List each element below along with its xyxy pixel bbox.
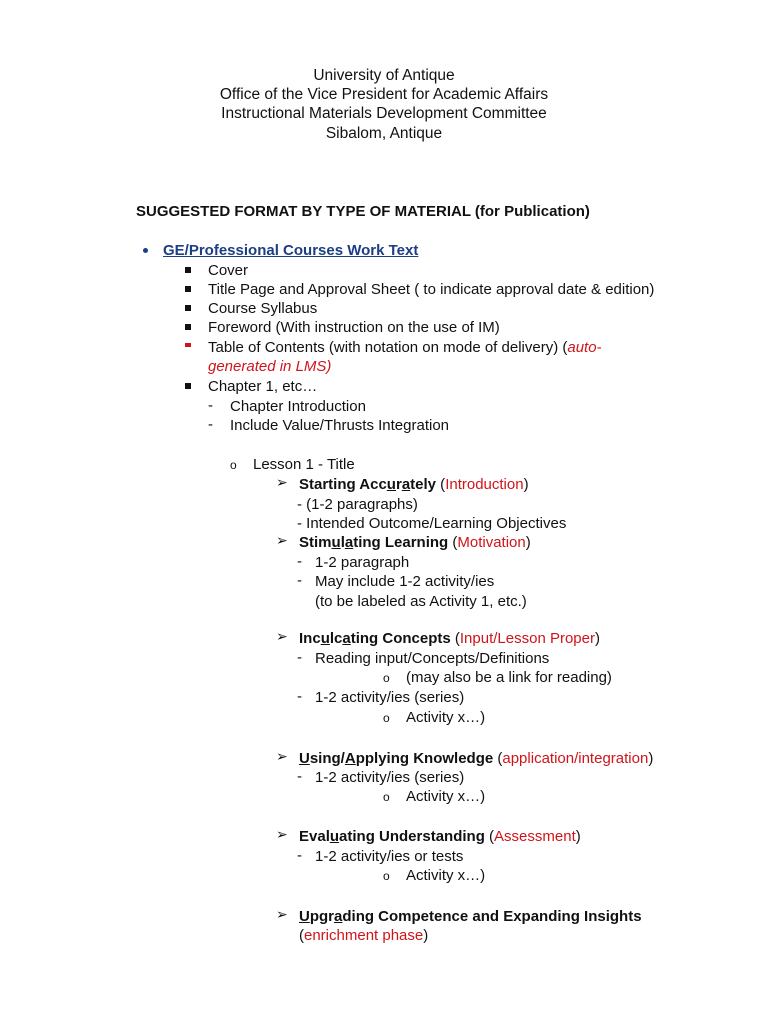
phase-upgrading-detail: (enrichment phase) [299, 927, 429, 944]
dash-bullet-icon: - [297, 768, 302, 785]
circle-bullet-icon: o [383, 671, 390, 685]
phase-stimulating-detail: May include 1-2 activity/ies [315, 573, 495, 590]
square-bullet-icon [185, 383, 191, 389]
square-bullet-red-icon [185, 343, 191, 347]
item-cover: Cover [208, 262, 249, 279]
toc-auto: auto- [567, 339, 602, 356]
arrow-bullet-icon: ➢ [276, 628, 288, 644]
phase-starting-detail: - (1-2 paragraphs) [297, 496, 418, 513]
bullet-dot-icon [143, 248, 148, 253]
item-chapter: Chapter 1, etc… [208, 378, 318, 395]
toc-generated: generated in LMS) [208, 358, 332, 375]
office-name: Office of the Vice President for Academic Affairs [219, 86, 549, 103]
dash-bullet-icon: - [208, 416, 213, 433]
item-syllabus: Course Syllabus [208, 300, 318, 317]
phase-inculcating-detail: (may also be a link for reading) [406, 669, 612, 686]
document-title: SUGGESTED FORMAT BY TYPE OF MATERIAL (for Publication) [136, 203, 590, 220]
phase-starting: Starting Accurately (Introduction) [299, 476, 529, 493]
phase-evaluating: Evaluating Understanding (Assessment) [299, 828, 581, 845]
arrow-bullet-icon: ➢ [276, 748, 288, 764]
location: Sibalom, Antique [325, 125, 443, 142]
dash-bullet-icon: - [297, 847, 302, 864]
phase-using: Using/Applying Knowledge (application/integration) [299, 750, 654, 767]
toc-text: Table of Contents (with notation on mode of delivery) ( [208, 339, 568, 356]
item-foreword: Foreword (With instruction on the use of IM) [208, 319, 500, 336]
arrow-bullet-icon: ➢ [276, 474, 288, 490]
phase-starting-detail: - Intended Outcome/Learning Objectives [297, 515, 567, 532]
phase-using-detail: Activity x…) [406, 788, 486, 805]
lesson-title: Lesson 1 - Title [253, 456, 355, 473]
phase-upgrading: Upgrading Competence and Expanding Insights [299, 908, 642, 925]
university-name: University of Antique [313, 67, 455, 84]
square-bullet-icon [185, 286, 191, 292]
phase-inculcating-detail: Reading input/Concepts/Definitions [315, 650, 550, 667]
dash-bullet-icon: - [297, 572, 302, 589]
phase-stimulating-detail: (to be labeled as Activity 1, etc.) [315, 593, 527, 610]
phase-evaluating-detail: Activity x…) [406, 867, 486, 884]
arrow-bullet-icon: ➢ [276, 906, 288, 922]
phase-inculcating-detail: 1-2 activity/ies (series) [315, 689, 465, 706]
dash-bullet-icon: - [297, 553, 302, 570]
circle-bullet-icon: o [383, 711, 390, 725]
section-heading: GE/Professional Courses Work Text [163, 242, 419, 259]
phase-inculcating-detail: Activity x…) [406, 709, 486, 726]
square-bullet-icon [185, 267, 191, 273]
circle-bullet-icon: o [230, 458, 237, 472]
arrow-bullet-icon: ➢ [276, 826, 288, 842]
dash-bullet-icon: - [208, 397, 213, 414]
dash-bullet-icon: - [297, 688, 302, 705]
square-bullet-icon [185, 305, 191, 311]
square-bullet-icon [185, 324, 191, 330]
circle-bullet-icon: o [383, 869, 390, 883]
chapter-intro: Chapter Introduction [230, 398, 366, 415]
phase-inculcating: Inculcating Concepts (Input/Lesson Proper) [299, 630, 600, 647]
committee-name: Instructional Materials Development Committee [221, 105, 547, 122]
arrow-bullet-icon: ➢ [276, 532, 288, 548]
circle-bullet-icon: o [383, 790, 390, 804]
phase-stimulating-detail: 1-2 paragraph [315, 554, 410, 571]
phase-stimulating: Stimulating Learning (Motivation) [299, 534, 531, 551]
item-toc [208, 338, 602, 357]
phase-evaluating-detail: 1-2 activity/ies or tests [315, 848, 464, 865]
item-title-page: Title Page and Approval Sheet ( to indicate approval date & edition) [208, 281, 655, 298]
dash-bullet-icon: - [297, 649, 302, 666]
phase-using-detail: 1-2 activity/ies (series) [315, 769, 465, 786]
chapter-value: Include Value/Thrusts Integration [230, 417, 450, 434]
